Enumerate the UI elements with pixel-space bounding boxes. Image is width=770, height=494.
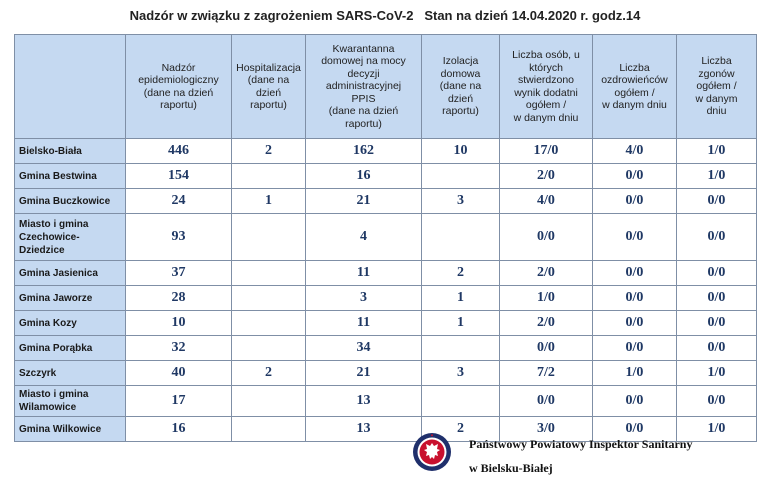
cell-wynik-dodatni: 1/0 (500, 286, 593, 311)
cell-nadzor: 40 (126, 361, 232, 386)
surveillance-table (14, 34, 757, 442)
cell-zgony: 0/0 (677, 336, 757, 361)
cell-wynik-dodatni: 4/0 (500, 189, 593, 214)
cell-nadzor: 10 (126, 311, 232, 336)
table-header-row (15, 35, 757, 139)
cell-wynik-dodatni: 2/0 (500, 261, 593, 286)
cell-nadzor: 446 (126, 139, 232, 164)
header-kwarantanna: Kwarantanna domowej na mocy decyzji administracyjnej PPIS (dane na dzień raportu) (306, 35, 422, 139)
cell-ozdrowiency: 0/0 (593, 417, 677, 442)
cell-kwarantanna: 21 (306, 189, 422, 214)
cell-izolacja: 2 (422, 417, 500, 442)
row-name: Bielsko-Biała (15, 139, 126, 164)
cell-hospitalizacja (232, 164, 306, 189)
cell-kwarantanna: 13 (306, 417, 422, 442)
table-row (15, 214, 757, 261)
row-name: Miasto i gmina Wilamowice (15, 386, 126, 417)
table-row (15, 386, 757, 417)
cell-izolacja: 3 (422, 189, 500, 214)
cell-hospitalizacja (232, 214, 306, 261)
cell-kwarantanna: 162 (306, 139, 422, 164)
cell-nadzor: 24 (126, 189, 232, 214)
cell-hospitalizacja: 2 (232, 361, 306, 386)
cell-zgony: 0/0 (677, 261, 757, 286)
cell-hospitalizacja (232, 311, 306, 336)
cell-kwarantanna: 13 (306, 386, 422, 417)
row-name: Gmina Buczkowice (15, 189, 126, 214)
row-name: Gmina Kozy (15, 311, 126, 336)
header-nadzor: Nadzór epidemiologiczny (dane na dzień raportu) (126, 35, 232, 139)
cell-zgony: 1/0 (677, 139, 757, 164)
header-hospitalizacja: Hospitalizacja (dane na dzień raportu) (232, 35, 306, 139)
cell-ozdrowiency: 0/0 (593, 261, 677, 286)
cell-izolacja (422, 214, 500, 261)
cell-hospitalizacja (232, 417, 306, 442)
cell-wynik-dodatni: 3/0 (500, 417, 593, 442)
cell-zgony: 1/0 (677, 164, 757, 189)
cell-wynik-dodatni: 7/2 (500, 361, 593, 386)
cell-ozdrowiency: 0/0 (593, 336, 677, 361)
cell-kwarantanna: 3 (306, 286, 422, 311)
cell-wynik-dodatni: 0/0 (500, 336, 593, 361)
cell-wynik-dodatni: 0/0 (500, 386, 593, 417)
table-row (15, 336, 757, 361)
cell-ozdrowiency: 4/0 (593, 139, 677, 164)
cell-kwarantanna: 16 (306, 164, 422, 189)
cell-kwarantanna: 11 (306, 261, 422, 286)
cell-hospitalizacja: 2 (232, 139, 306, 164)
cell-zgony: 1/0 (677, 361, 757, 386)
cell-nadzor: 154 (126, 164, 232, 189)
cell-zgony: 1/0 (677, 417, 757, 442)
cell-kwarantanna: 34 (306, 336, 422, 361)
cell-izolacja: 10 (422, 139, 500, 164)
cell-ozdrowiency: 1/0 (593, 361, 677, 386)
cell-izolacja: 2 (422, 261, 500, 286)
row-name: Szczyrk (15, 361, 126, 386)
cell-izolacja: 1 (422, 311, 500, 336)
row-name: Gmina Jasienica (15, 261, 126, 286)
row-name: Miasto i gmina Czechowice-Dziedzice (15, 214, 126, 261)
cell-wynik-dodatni: 17/0 (500, 139, 593, 164)
row-name: Gmina Jaworze (15, 286, 126, 311)
cell-nadzor: 37 (126, 261, 232, 286)
table-row (15, 261, 757, 286)
cell-wynik-dodatni: 2/0 (500, 164, 593, 189)
cell-hospitalizacja (232, 261, 306, 286)
cell-hospitalizacja (232, 386, 306, 417)
cell-zgony: 0/0 (677, 189, 757, 214)
cell-ozdrowiency: 0/0 (593, 164, 677, 189)
table-row (15, 139, 757, 164)
header-wynik-dodatni: Liczba osób, u których stwierdzono wynik dodatni ogółem / w danym dniu (500, 35, 593, 139)
cell-nadzor: 32 (126, 336, 232, 361)
cell-nadzor: 17 (126, 386, 232, 417)
table-row (15, 286, 757, 311)
table-row (15, 361, 757, 386)
page-title: Nadzór w związku z zagrożeniem SARS-CoV-2 Stan na dzień 14.04.2020 r. godz.14 (129, 8, 641, 23)
table-row (15, 189, 757, 214)
cell-izolacja (422, 164, 500, 189)
cell-zgony: 0/0 (677, 286, 757, 311)
cell-kwarantanna: 11 (306, 311, 422, 336)
cell-izolacja: 3 (422, 361, 500, 386)
row-name: Gmina Wilkowice (15, 417, 126, 442)
cell-hospitalizacja: 1 (232, 189, 306, 214)
cell-izolacja (422, 386, 500, 417)
inspector-name: Państwowy Powiatowy Inspektor Sanitarny (469, 437, 693, 451)
cell-nadzor: 93 (126, 214, 232, 261)
inspector-location: w Bielsku-Białej (469, 461, 553, 475)
cell-ozdrowiency: 0/0 (593, 311, 677, 336)
cell-izolacja (422, 336, 500, 361)
header-zgony: Liczba zgonów ogółem / w danym dniu (677, 35, 757, 139)
cell-kwarantanna: 21 (306, 361, 422, 386)
header-ozdrowiency: Liczba ozdrowieńców ogółem / w danym dniu (593, 35, 677, 139)
cell-izolacja: 1 (422, 286, 500, 311)
cell-nadzor: 28 (126, 286, 232, 311)
table-row (15, 311, 757, 336)
cell-wynik-dodatni: 0/0 (500, 214, 593, 261)
cell-ozdrowiency: 0/0 (593, 286, 677, 311)
cell-nadzor: 16 (126, 417, 232, 442)
sanepid-eagle-emblem-icon (412, 432, 452, 472)
cell-ozdrowiency: 0/0 (593, 189, 677, 214)
cell-ozdrowiency: 0/0 (593, 386, 677, 417)
cell-hospitalizacja (232, 336, 306, 361)
row-name: Gmina Porąbka (15, 336, 126, 361)
cell-kwarantanna: 4 (306, 214, 422, 261)
cell-zgony: 0/0 (677, 311, 757, 336)
cell-zgony: 0/0 (677, 214, 757, 261)
cell-hospitalizacja (232, 286, 306, 311)
header-izolacja: Izolacja domowa (dane na dzień raportu) (422, 35, 500, 139)
cell-zgony: 0/0 (677, 386, 757, 417)
table-row (15, 164, 757, 189)
cell-ozdrowiency: 0/0 (593, 214, 677, 261)
cell-wynik-dodatni: 2/0 (500, 311, 593, 336)
row-name: Gmina Bestwina (15, 164, 126, 189)
header-corner-cell (15, 35, 126, 139)
